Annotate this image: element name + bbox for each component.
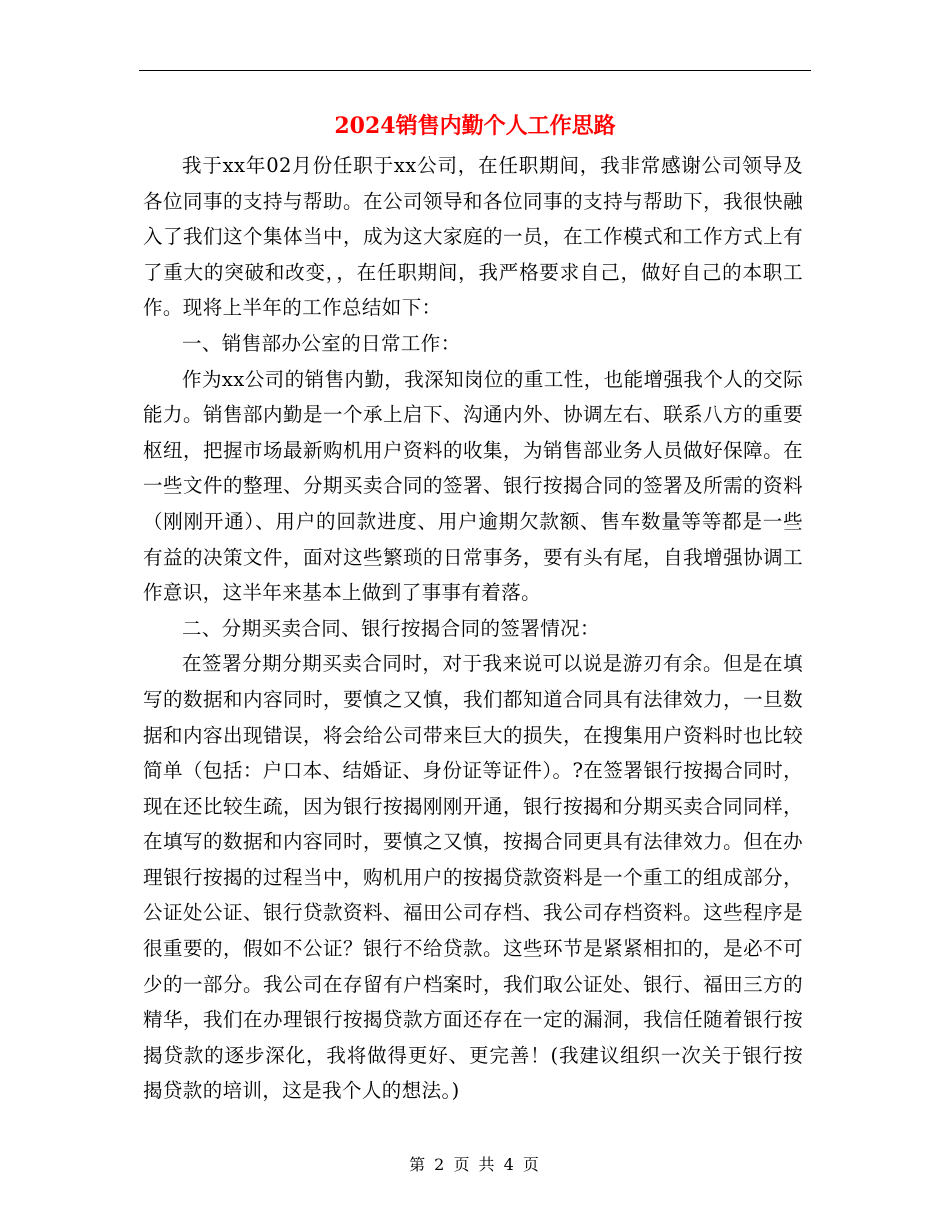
document-body [143,148,803,1109]
header-rule [139,70,811,71]
page-title: 2024销售内勤个人工作思路 [334,113,616,139]
page-footer: 第 2 页 共 4 页 [409,1155,541,1174]
intro-paragraph: 我于xx年02月份任职于xx公司，在任职期间，我非常感谢公司领导及各位同事的支持与帮助。在公司领导和各位同事的支持与帮助下，我很快融入了我们这个集体当中，成为这大家庭的一员，在工作模式和工作方式上有了重大的突破和改变，，在任职期间，我严格要求自己，做好自己的本职工作。现将上半年的工作总结如下： [143,154,803,320]
section-1-paragraph: 作为xx公司的销售内勤，我深知岗位的重工性，也能增强我个人的交际能力。销售部内勤是一个承上启下、沟通内外、协调左右、联系八方的重要枢纽，把握市场最新购机用户资料的收集，为销售部业务人员做好保障。在一些文件的整理、分期买卖合同的签署、银行按揭合同的签署及所需的资料（刚刚开通）、用户的回款进度、用户逾期欠款额、售车数量等等都是一些有益的决策文件，面对这些繁琐的日常事务，要有头有尾，自我增强协调工作意识，这半年来基本上做到了事事有着落。 [143,367,803,605]
section-heading-1: 一、销售部办公室的日常工作： [182,331,461,355]
section-2-paragraph: 在签署分期分期买卖合同时，对于我来说可以说是游刃有余。但是在填写的数据和内容同时，要慎之又慎，我们都知道合同具有法律效力，一旦数据和内容出现错误，将会给公司带来巨大的损失，在搜集用户资料时也比较简单（包括：户口本、结婚证、身份证等证件）。?在签署银行按揭合同时，现在还比较生疏，因为银行按揭刚刚开通，银行按揭和分期买卖合同同样，在填写的数据和内容同时，要慎之又慎，按揭合同更具有法律效力。但在办理银行按揭的过程当中，购机用户的按揭贷款资料是一个重工的组成部分，公证处公证、银行贷款资料、福田公司存档、我公司存档资料。这些程序是很重要的，假如不公证？银行不给贷款。这些环节是紧紧相扣的，是必不可少的一部分。我公司在存留有户档案时，我们取公证处、银行、福田三方的精华，我们在办理银行按揭贷款方面还存在一定的漏洞，我信任随着银行按揭贷款的逐步深化，我将做得更好、更完善！(我建议组织一次关于银行按揭贷款的培训，这是我个人的想法。) [143,652,803,1103]
section-heading-2: 二、分期买卖合同、银行按揭合同的签署情况： [182,616,600,640]
